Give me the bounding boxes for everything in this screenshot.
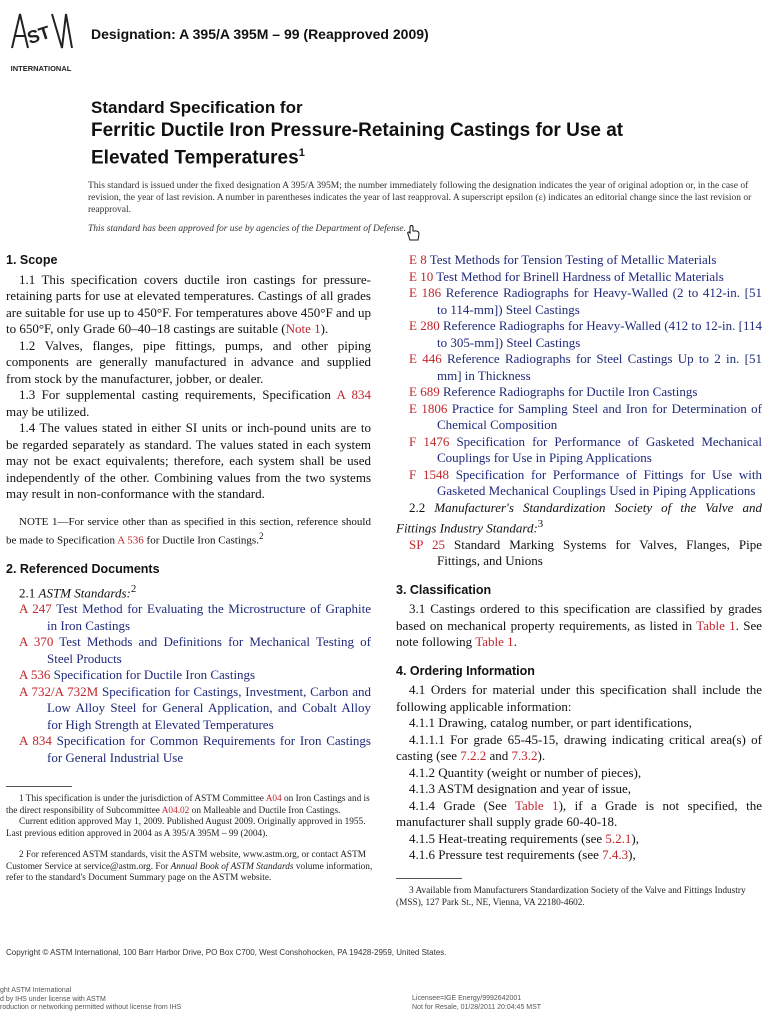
footnote-2: 2 For referenced ASTM standards, visit the ASTM website, www.astm.org, or contact ASTM Customer Service at service@astm.org. For Annual Book of ASTM Standards volume information, refer to the standard's Document Summary page on the ASTM website. xyxy=(6,850,373,883)
title-line-2: Ferritic Ductile Iron Pressure-Retaining Castings for Use at xyxy=(91,120,624,141)
reference-code-link[interactable]: E 8 xyxy=(409,252,427,267)
reference-item xyxy=(19,667,371,684)
reference-item xyxy=(409,434,762,467)
section-7-2-2-link[interactable]: 7.2.2 xyxy=(460,748,487,764)
a04-02-link[interactable]: A04.02 xyxy=(161,805,190,816)
logo-subtext: INTERNATIONAL xyxy=(10,64,72,73)
reference-title: Reference Radiographs for Heavy-Walled (2 to 412-in. [51 to 114-mm]) Steel Castings xyxy=(437,285,763,317)
footnote-1-edition: Current edition approved May 1, 2009. Published August 2009. Originally approved in 1955. Last previous edition approved in 2004 as A 395/A 395M – 99 (2004). xyxy=(6,817,366,839)
para-4-1-1-1: 4.1.1.1 For grade 65-45-15, drawing indicating critical area(s) of casting (see 7.2.2 and 7.3.2). xyxy=(396,731,762,764)
section-7-4-3-link[interactable]: 7.4.3 xyxy=(602,847,629,863)
right-column xyxy=(396,252,762,864)
license-left: ght ASTM International d by IHS under license with ASTM roduction or networking permitted without license from IHS xyxy=(0,987,182,1011)
para-1-4: 1.4 The values stated in either SI units or inch-pound units are to be regarded separately as standard. The values stated in each system may not be exact equivalents; therefore, each system shall be used independently of the other. Combining values from the two systems may result in non-conformance with the standard. xyxy=(6,420,371,501)
reference-title: Practice for Sampling Steel and Iron for Determination of Chemical Composition xyxy=(437,400,762,432)
section-5-2-1-link[interactable]: 5.2.1 xyxy=(605,830,632,846)
title-footnote-marker[interactable]: 1 xyxy=(298,147,305,159)
para-2-1: 2.1 ASTM Standards:$^2$ xyxy=(19,582,137,600)
astm-logo xyxy=(6,8,76,74)
reference-item xyxy=(19,601,371,634)
astm-reference-list xyxy=(6,601,371,766)
reference-code-link[interactable]: E 186 xyxy=(409,285,442,300)
a04-link[interactable]: A04 xyxy=(265,794,282,804)
para-4-1-5: 4.1.5 Heat-treating requirements (see 5.2.1), xyxy=(409,830,639,846)
para-1-3: 1.3 For supplemental casting requirements, Specification A 834 may be utilized. xyxy=(6,387,371,419)
note-1: NOTE 1—For service other than as specified in this section, reference should be made to Specification A 536 for Ductile Iron Castings.$^2$ xyxy=(6,515,371,547)
reference-title: Reference Radiographs for Ductile Iron Castings xyxy=(442,384,698,399)
reference-item xyxy=(19,684,371,734)
para-4-1-1: 4.1.1 Drawing, catalog number, or part identifications, xyxy=(409,715,692,731)
footnote-rule xyxy=(6,786,72,787)
reference-code-link[interactable]: E 10 xyxy=(409,268,434,284)
para-4-1-6: 4.1.6 Pressure test requirements (see 7.4.3), xyxy=(409,847,636,863)
reference-code-link[interactable]: E 446 xyxy=(409,351,442,366)
para-4-1-2: 4.1.2 Quantity (weight or number of pieces), xyxy=(409,764,642,780)
reference-item xyxy=(19,733,371,766)
copyright-line: Copyright © ASTM International, 100 Barr Harbor Drive, PO Box C700, West Conshohocken, PA 19428-2959, United States. xyxy=(6,948,447,957)
section-heading-classification: 3. Classification xyxy=(396,582,492,597)
reference-item xyxy=(409,252,762,269)
reference-code-link[interactable]: A 536 xyxy=(19,667,51,683)
title-line-1: Standard Specification for xyxy=(91,98,303,117)
para-4-1: 4.1 Orders for material under this specification shall include the following applicable information: xyxy=(396,682,762,714)
section-heading-scope: 1. Scope xyxy=(6,253,58,267)
reference-code-link[interactable]: A 732/A 732M xyxy=(19,683,99,699)
para-3-1: 3.1 Castings ordered to this specification are classified by grades based on mechanical property requirements, as listed in Table 1. See note following Table 1. xyxy=(396,601,762,650)
footnotes-right xyxy=(396,878,764,909)
footnotes-left xyxy=(6,786,374,885)
astm-reference-list-continued xyxy=(396,252,762,500)
reference-code-link[interactable]: E 1806 xyxy=(409,400,448,416)
footnote-rule-right xyxy=(396,878,462,879)
reference-title: Specification for Performance of Gasketed Mechanical Couplings for Use in Piping Applications xyxy=(437,433,762,465)
table-1-link[interactable]: Table 1 xyxy=(696,617,736,633)
section-heading-referenced-documents: 2. Referenced Documents xyxy=(6,562,160,577)
reference-code-link[interactable]: F 1476 xyxy=(409,433,450,449)
left-column xyxy=(6,252,371,766)
footnote-3: 3 Available from Manufacturers Standardization Society of the Valve and Fittings Industry (MSS), 127 Park St., NE, Vienna, VA 22180-4602. xyxy=(396,886,746,908)
reference-item xyxy=(409,269,762,286)
reference-code-link[interactable]: A 370 xyxy=(19,634,54,650)
reference-title: Reference Radiographs for Heavy-Walled (412 to 12-in. [114 to 305-mm]) Steel Castings xyxy=(437,318,763,350)
para-2-2: 2.2 Manufacturer's Standardization Society of the Valve and Fittings Industry Standard:$^3$ xyxy=(396,499,762,536)
reference-item xyxy=(409,285,762,318)
reference-title: Specification for Common Requirements for Iron Castings for General Industrial Use xyxy=(47,733,371,765)
intro-block xyxy=(88,180,760,235)
reference-sp25: SP 25 Standard Marking Systems for Valves, Flanges, Pipe Fittings, and Unions xyxy=(409,536,762,569)
reference-code-link[interactable]: A 247 xyxy=(19,601,52,617)
svg-text:ST: ST xyxy=(24,21,53,49)
para-1-1: 1.1 This specification covers ductile iron castings for pressure-retaining parts for use at elevated temperatures. Castings of all grades are suitable for use up to 450°F. For temperatures above 450°F and up to 650°F, only Grade 60–40–18 castings are suitable (Note 1). xyxy=(6,271,371,336)
para-1-2: 1.2 Valves, flanges, pipe fittings, pumps, and other piping components are generally manufactured in advance and supplied from stock by the manufacturer, jobber, or dealer. xyxy=(6,337,371,386)
approved-text: This standard has been approved for use by agencies of the Department of Defense. xyxy=(88,224,407,234)
reference-title: Test Methods and Definitions for Mechanical Testing of Steel Products xyxy=(47,634,372,666)
reference-title: Test Methods for Tension Testing of Metallic Materials xyxy=(429,252,717,267)
reference-title: Specification for Performance of Fittings for Use with Gasketed Mechanical Couplings Used in Piping Applications xyxy=(437,466,763,498)
reference-item xyxy=(409,467,762,500)
hand-cursor-icon xyxy=(404,224,422,242)
reference-title: Specification for Ductile Iron Castings xyxy=(53,667,256,683)
designation: Designation: A 395/A 395M – 99 (Reapproved 2009) xyxy=(91,26,429,42)
reference-item xyxy=(19,634,371,667)
reference-title: Specification for Castings, Investment, Carbon and Low Alloy Steel for General Application, and Cobalt Alloy for High Strength at Elevated Temperatures xyxy=(47,683,372,732)
reference-title: Test Method for Evaluating the Microstructure of Graphite in Iron Castings xyxy=(47,601,372,633)
reference-item xyxy=(409,401,762,434)
reference-item xyxy=(409,318,762,351)
intro-text: This standard is issued under the fixed designation A 395/A 395M; the number immediately following the designation indicates the year of original adoption or, in the case of revision, the year of last revision. A number in parentheses indicates the year of last reapproval. A superscript epsilon (ε) indicates an editorial change since the last revision or reapproval. xyxy=(88,181,752,215)
section-7-3-2-link[interactable]: 7.3.2 xyxy=(511,748,538,764)
license-right: Licensee=IGE Energy/9992642001 Not for Resale, 01/28/2011 20:04:45 MST xyxy=(412,995,542,1011)
reference-item xyxy=(409,384,762,401)
table-1-link-3[interactable]: Table 1 xyxy=(514,797,559,813)
note-1-link[interactable]: Note 1 xyxy=(285,321,321,336)
reference-code-link[interactable]: F 1548 xyxy=(409,466,449,482)
reference-code-link[interactable]: E 689 xyxy=(409,384,440,399)
para-4-1-4: 4.1.4 Grade (See Table 1), if a Grade is not specified, the manufacturer shall supply grade 60-40-18. xyxy=(396,797,762,830)
section-heading-ordering-information: 4. Ordering Information xyxy=(396,663,535,678)
reference-item xyxy=(409,351,762,384)
reference-code-link[interactable]: E 280 xyxy=(409,318,440,333)
table-1-link-2[interactable]: Table 1 xyxy=(475,634,514,650)
reference-code-link[interactable]: A 834 xyxy=(19,733,52,749)
reference-title: Reference Radiographs for Steel Castings Up to 2 in. [51 mm] in Thickness xyxy=(437,351,762,383)
footnote-1: 1 This specification is under the jurisdiction of ASTM Committee A04 on Iron Castings and is the direct responsibility of Subcommittee A04.02 on Malleable and Ductile Iron Castings. xyxy=(6,794,370,816)
a834-link[interactable]: A 834 xyxy=(336,387,371,402)
document-title xyxy=(91,98,751,169)
reference-title: Test Method for Brinell Hardness of Metallic Materials xyxy=(436,268,724,284)
para-4-1-3: 4.1.3 ASTM designation and year of issue, xyxy=(409,781,632,797)
title-line-3: Elevated Temperatures$^1$ xyxy=(91,147,305,169)
sp25-link[interactable]: SP 25 xyxy=(409,536,445,552)
a536-link[interactable]: A 536 xyxy=(117,534,144,547)
